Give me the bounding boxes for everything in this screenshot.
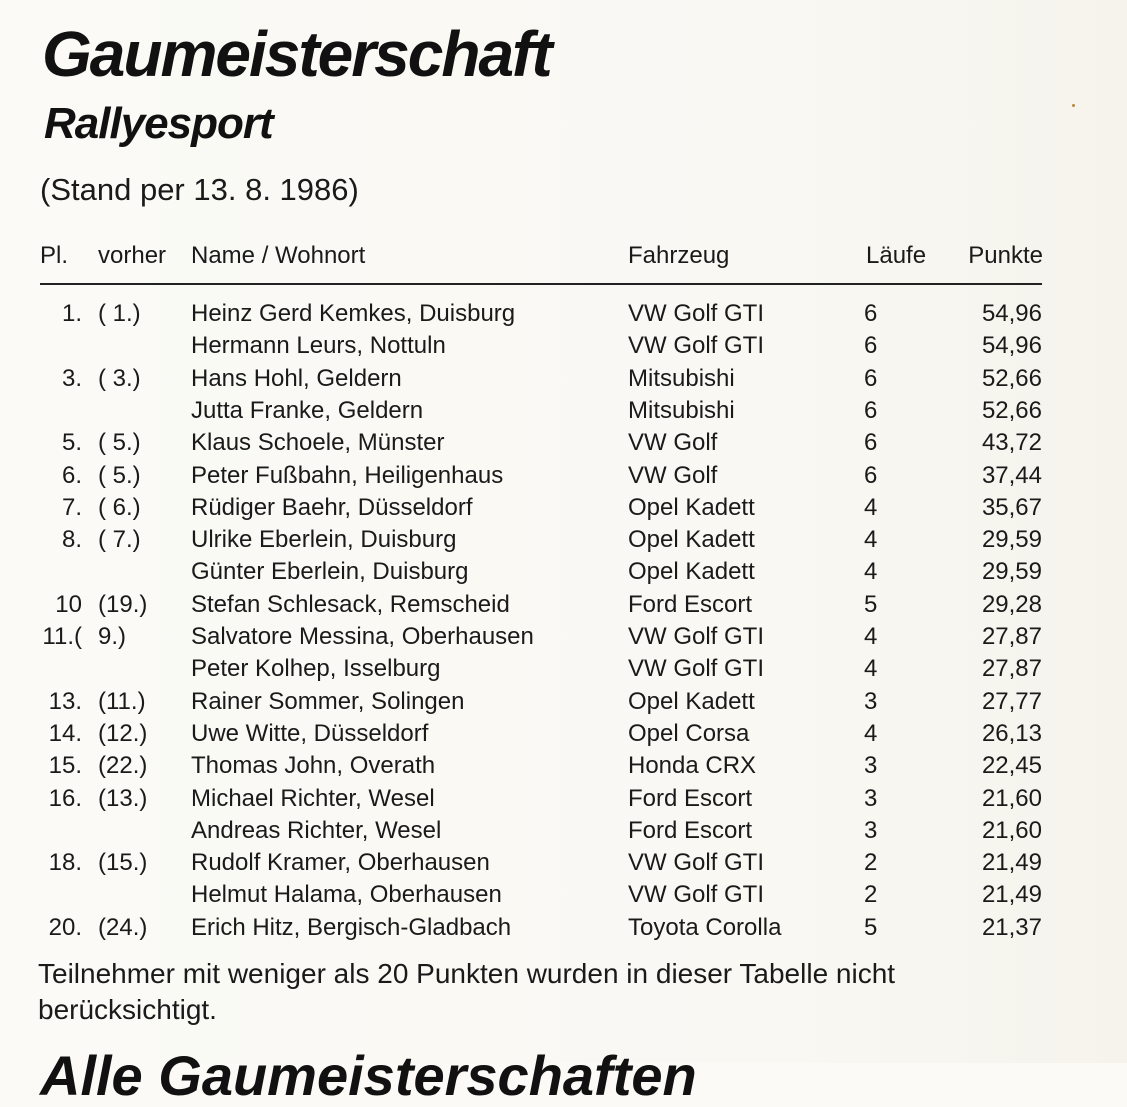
cell-name: Hans Hohl, Geldern bbox=[191, 364, 402, 392]
cell-laeufe: 5 bbox=[864, 590, 878, 618]
cell-name: Peter Kolhep, Isselburg bbox=[191, 655, 441, 683]
cell-laeufe: 4 bbox=[864, 558, 878, 586]
cell-punkte: 22,45 bbox=[981, 752, 1042, 780]
cell-pl: 3. bbox=[61, 364, 82, 392]
cell-name: Stefan Schlesack, Remscheid bbox=[191, 590, 510, 618]
cell-fahrzeug: Mitsubishi bbox=[628, 396, 735, 424]
table-row bbox=[0, 686, 1127, 718]
cell-fahrzeug: VW Golf GTI bbox=[628, 881, 765, 909]
cell-punkte: 21,37 bbox=[981, 913, 1042, 941]
cell-vorher: ( 6.) bbox=[98, 493, 141, 521]
cell-punkte: 27,77 bbox=[981, 687, 1042, 715]
table-row bbox=[0, 847, 1127, 879]
cell-vorher: (15.) bbox=[98, 849, 148, 877]
cell-fahrzeug: VW Golf GTI bbox=[628, 623, 765, 650]
next-section-heading-clip bbox=[40, 1044, 740, 1107]
cell-punkte: 29,28 bbox=[981, 590, 1042, 618]
cell-vorher: (12.) bbox=[98, 719, 148, 747]
cell-fahrzeug: Mitsubishi bbox=[628, 364, 735, 392]
cell-pl: 20. bbox=[48, 913, 82, 941]
cell-fahrzeug: Opel Kadett bbox=[628, 493, 755, 521]
cell-vorher: ( 7.) bbox=[98, 526, 141, 554]
cell-fahrzeug: VW Golf GTI bbox=[628, 849, 765, 877]
cell-fahrzeug: Opel Corsa bbox=[628, 719, 750, 747]
cell-vorher: (19.) bbox=[98, 590, 148, 618]
cell-fahrzeug: Opel Kadett bbox=[628, 687, 755, 715]
cell-punkte: 54,96 bbox=[981, 332, 1042, 360]
column-header-vorher: vorher bbox=[98, 242, 167, 269]
paper-speck bbox=[1072, 104, 1075, 107]
table-header bbox=[0, 240, 1127, 272]
table-row bbox=[0, 783, 1127, 815]
cell-laeufe: 4 bbox=[864, 655, 878, 683]
cell-pl: 6. bbox=[61, 461, 82, 489]
cell-vorher: (24.) bbox=[98, 913, 148, 941]
cell-name: Hermann Leurs, Nottuln bbox=[191, 332, 446, 360]
cell-pl: 18. bbox=[48, 849, 82, 877]
cell-fahrzeug: VW Golf bbox=[628, 429, 718, 457]
cell-vorher: (11.) bbox=[98, 687, 146, 715]
cell-name: Klaus Schoele, Münster bbox=[191, 429, 445, 457]
cell-laeufe: 6 bbox=[864, 364, 878, 392]
cell-fahrzeug: Opel Kadett bbox=[628, 526, 755, 554]
cell-name: Rüdiger Baehr, Düsseldorf bbox=[191, 493, 473, 521]
cell-laeufe: 4 bbox=[864, 719, 878, 747]
cell-laeufe: 3 bbox=[864, 687, 878, 715]
cell-laeufe: 4 bbox=[864, 526, 878, 554]
cell-fahrzeug: Honda CRX bbox=[628, 752, 757, 780]
cell-punkte: 27,87 bbox=[981, 655, 1042, 683]
cell-pl: 10 bbox=[55, 590, 82, 618]
cell-fahrzeug: VW Golf GTI bbox=[628, 655, 765, 683]
cell-pl: 13. bbox=[48, 687, 82, 715]
cell-name: Uwe Witte, Düsseldorf bbox=[191, 719, 429, 747]
cell-laeufe: 3 bbox=[864, 816, 878, 844]
cell-punkte: 35,67 bbox=[981, 493, 1042, 521]
cell-fahrzeug: VW Golf GTI bbox=[628, 332, 765, 360]
cell-punkte: 52,66 bbox=[981, 396, 1042, 424]
cell-vorher: ( 3.) bbox=[98, 364, 141, 392]
cell-pl: 14. bbox=[48, 719, 82, 747]
cell-name: Heinz Gerd Kemkes, Duisburg bbox=[191, 300, 516, 327]
cell-laeufe: 6 bbox=[864, 461, 878, 489]
header-divider bbox=[40, 283, 1042, 285]
cell-punkte: 43,72 bbox=[981, 429, 1042, 457]
cell-laeufe: 5 bbox=[864, 913, 878, 941]
page-title: Gaumeisterschaft bbox=[42, 18, 551, 90]
cell-laeufe: 6 bbox=[864, 396, 878, 424]
cell-name: Michael Richter, Wesel bbox=[191, 784, 435, 812]
cell-fahrzeug: Ford Escort bbox=[628, 784, 753, 812]
cell-pl: 8. bbox=[61, 526, 82, 554]
cell-name: Günter Eberlein, Duisburg bbox=[191, 558, 469, 586]
cell-punkte: 26,13 bbox=[981, 719, 1042, 747]
cell-punkte: 52,66 bbox=[981, 364, 1042, 392]
cell-punkte: 29,59 bbox=[981, 526, 1042, 554]
cell-punkte: 29,59 bbox=[981, 558, 1042, 586]
cell-name: Erich Hitz, Bergisch-Gladbach bbox=[191, 913, 512, 941]
cell-fahrzeug: Opel Kadett bbox=[628, 558, 755, 586]
table-row bbox=[0, 427, 1127, 459]
column-header-laeufe: Läufe bbox=[866, 242, 927, 269]
cell-pl: 7. bbox=[61, 493, 82, 521]
table-row bbox=[0, 621, 1127, 653]
cell-laeufe: 6 bbox=[864, 332, 878, 360]
cell-vorher: 9.) bbox=[98, 623, 127, 650]
cell-punkte: 21,49 bbox=[981, 849, 1042, 877]
cell-vorher: (22.) bbox=[98, 752, 148, 780]
cell-vorher: ( 5.) bbox=[98, 461, 141, 489]
cell-fahrzeug: VW Golf bbox=[628, 461, 718, 489]
cell-pl: 5. bbox=[61, 429, 82, 457]
table-row bbox=[0, 395, 1127, 427]
cell-laeufe: 4 bbox=[864, 493, 878, 521]
standings-date: (Stand per 13. 8. 1986) bbox=[40, 172, 359, 207]
cell-punkte: 21,60 bbox=[981, 784, 1042, 812]
cell-punkte: 21,49 bbox=[981, 881, 1042, 909]
cell-punkte: 27,87 bbox=[981, 623, 1042, 650]
cell-laeufe: 6 bbox=[864, 429, 878, 457]
cell-name: Andreas Richter, Wesel bbox=[191, 816, 442, 844]
cell-vorher: ( 1.) bbox=[98, 300, 141, 327]
cell-vorher: (13.) bbox=[98, 784, 148, 812]
cell-name: Salvatore Messina, Oberhausen bbox=[191, 623, 534, 650]
table-row bbox=[0, 363, 1127, 395]
cell-pl: 11.( bbox=[42, 623, 82, 650]
cell-punkte: 54,96 bbox=[981, 300, 1042, 327]
column-header-pl: Pl. bbox=[40, 242, 69, 269]
cell-fahrzeug: Ford Escort bbox=[628, 590, 753, 618]
cell-fahrzeug: Ford Escort bbox=[628, 816, 753, 844]
table-row bbox=[0, 912, 1127, 944]
table-row bbox=[0, 556, 1127, 588]
column-header-fahrzeug: Fahrzeug bbox=[628, 242, 730, 269]
cell-pl: 1. bbox=[61, 300, 82, 327]
cell-laeufe: 3 bbox=[864, 784, 878, 812]
cell-name: Helmut Halama, Oberhausen bbox=[191, 881, 502, 909]
cell-pl: 16. bbox=[48, 784, 82, 812]
table-footnote: Teilnehmer mit weniger als 20 Punkten wurden in dieser Tabelle nicht berücksichtigt. bbox=[38, 958, 896, 1025]
cell-name: Jutta Franke, Geldern bbox=[191, 396, 424, 424]
cell-punkte: 21,60 bbox=[981, 816, 1042, 844]
cell-fahrzeug: VW Golf GTI bbox=[628, 300, 765, 327]
table-row bbox=[0, 718, 1127, 750]
table-row bbox=[0, 589, 1127, 621]
cell-name: Rainer Sommer, Solingen bbox=[191, 687, 465, 715]
cell-laeufe: 6 bbox=[864, 300, 878, 327]
table-row bbox=[0, 653, 1127, 685]
cell-punkte: 37,44 bbox=[981, 461, 1042, 489]
table-row bbox=[0, 879, 1127, 911]
cell-name: Ulrike Eberlein, Duisburg bbox=[191, 526, 457, 554]
table-row bbox=[0, 330, 1127, 362]
table-row bbox=[0, 750, 1127, 782]
table-row bbox=[0, 815, 1127, 847]
column-header-punkte: Punkte bbox=[968, 242, 1043, 269]
cell-name: Thomas John, Overath bbox=[191, 752, 436, 780]
table-row bbox=[0, 524, 1127, 556]
table-row bbox=[0, 492, 1127, 524]
table-row bbox=[0, 298, 1127, 330]
cell-name: Peter Fußbahn, Heiligenhaus bbox=[191, 461, 504, 489]
page-subtitle: Rallyesport bbox=[44, 99, 273, 148]
next-section-heading: Alle Gaumeisterschaften bbox=[40, 1044, 697, 1107]
table-row bbox=[0, 460, 1127, 492]
cell-laeufe: 2 bbox=[864, 881, 878, 909]
cell-laeufe: 3 bbox=[864, 752, 878, 780]
cell-name: Rudolf Kramer, Oberhausen bbox=[191, 849, 490, 877]
cell-pl: 15. bbox=[48, 752, 82, 780]
cell-laeufe: 4 bbox=[864, 623, 878, 650]
cell-fahrzeug: Toyota Corolla bbox=[628, 913, 782, 941]
cell-laeufe: 2 bbox=[864, 849, 878, 877]
column-header-name: Name / Wohnort bbox=[191, 242, 366, 269]
cell-vorher: ( 5.) bbox=[98, 429, 141, 457]
